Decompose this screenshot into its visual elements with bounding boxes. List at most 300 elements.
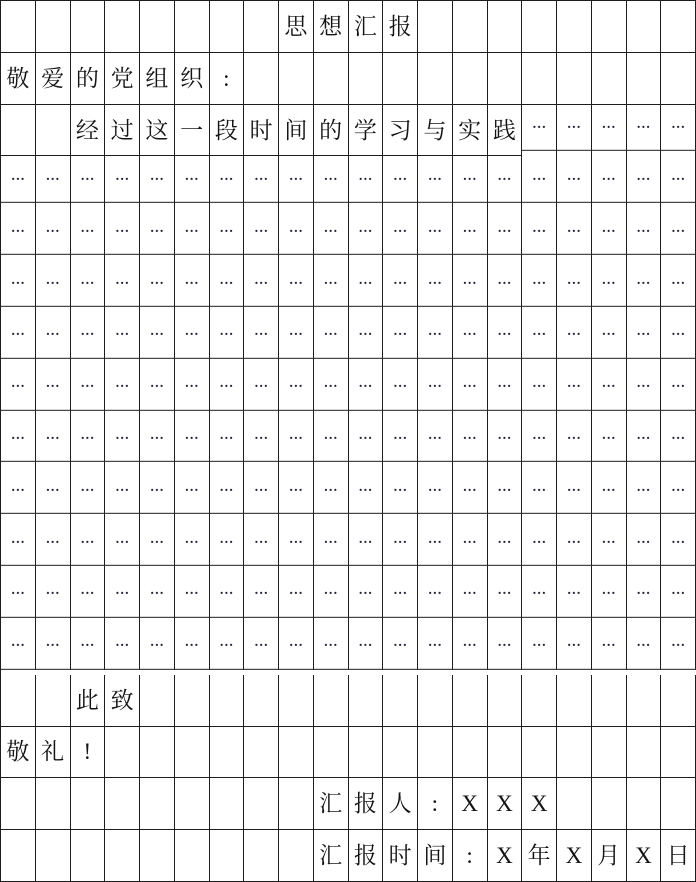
grid-cell: …	[314, 514, 349, 566]
grid-cell: 党	[105, 53, 140, 105]
grid-cell	[1, 830, 36, 882]
grid-cell	[627, 53, 662, 105]
grid-cell: …	[140, 566, 175, 618]
grid-cell	[557, 675, 592, 727]
grid-cell: 间	[279, 105, 314, 157]
grid-cell	[244, 727, 279, 779]
grid-cell: …	[488, 566, 523, 618]
grid-cell: …	[279, 203, 314, 255]
grid-cell: …	[105, 462, 140, 514]
grid-cell	[1, 778, 36, 830]
grid-cell: …	[453, 618, 488, 670]
grid-cell: …	[522, 514, 557, 566]
grid-cell: …	[627, 255, 662, 307]
grid-cell: 报	[383, 1, 418, 53]
grid-cell: …	[453, 151, 488, 203]
grid-cell: …	[522, 203, 557, 255]
grid-cell: …	[592, 359, 627, 411]
grid-cell: …	[627, 462, 662, 514]
grid-cell: …	[314, 255, 349, 307]
grid-cell: …	[453, 462, 488, 514]
grid-cell: …	[244, 410, 279, 462]
grid-cell	[557, 727, 592, 779]
grid-cell	[314, 53, 349, 105]
grid-cell: …	[279, 514, 314, 566]
grid-cell: 一	[175, 105, 210, 157]
grid-cell	[349, 53, 384, 105]
grid-cell: …	[1, 359, 36, 411]
grid-cell: …	[279, 410, 314, 462]
grid-cell	[383, 675, 418, 727]
grid-cell: …	[140, 514, 175, 566]
grid-cell: …	[71, 462, 106, 514]
grid-cell: …	[522, 566, 557, 618]
grid-cell: …	[453, 359, 488, 411]
grid-cell: …	[244, 566, 279, 618]
grid-cell: …	[279, 462, 314, 514]
grid-cell: …	[314, 410, 349, 462]
grid-cell: …	[71, 359, 106, 411]
grid-cell: …	[383, 514, 418, 566]
grid-cell	[1, 1, 36, 53]
grid-cell: 间	[418, 830, 453, 882]
grid-cell: …	[383, 151, 418, 203]
grid-cell: …	[105, 359, 140, 411]
grid-cell: …	[140, 203, 175, 255]
grid-cell	[36, 778, 71, 830]
grid-cell: 礼	[36, 727, 71, 779]
grid-cell: …	[244, 203, 279, 255]
grid-cell: …	[592, 99, 627, 151]
grid-cell: …	[349, 566, 384, 618]
grid-cell: …	[488, 514, 523, 566]
grid-cell: …	[71, 203, 106, 255]
grid-cell: …	[418, 151, 453, 203]
grid-cell: …	[418, 255, 453, 307]
grid-cell	[453, 675, 488, 727]
grid-cell: …	[210, 255, 245, 307]
grid-cell: …	[627, 307, 662, 359]
grid-cell: …	[418, 514, 453, 566]
grid-cell	[627, 727, 662, 779]
grid-cell: …	[71, 307, 106, 359]
grid-cell	[592, 53, 627, 105]
grid-cell	[522, 727, 557, 779]
grid-cell: 经	[71, 105, 106, 157]
grid-cell	[36, 1, 71, 53]
grid-cell: 时	[244, 105, 279, 157]
grid-cell	[175, 830, 210, 882]
grid-cell	[1, 675, 36, 727]
grid-cell	[314, 675, 349, 727]
grid-cell: …	[418, 307, 453, 359]
grid-cell	[175, 727, 210, 779]
grid-cell: 日	[661, 830, 696, 882]
grid-cell: …	[661, 462, 696, 514]
grid-cell: …	[349, 514, 384, 566]
grid-cell: …	[453, 410, 488, 462]
grid-cell: …	[210, 203, 245, 255]
grid-cell: …	[661, 359, 696, 411]
grid-cell: …	[627, 151, 662, 203]
grid-cell: 报	[349, 778, 384, 830]
grid-cell: …	[1, 151, 36, 203]
grid-cell: …	[175, 618, 210, 670]
grid-cell: 年	[522, 830, 557, 882]
grid-cell	[36, 675, 71, 727]
grid-cell	[71, 830, 106, 882]
grid-cell: …	[140, 151, 175, 203]
grid-cell: …	[488, 151, 523, 203]
grid-cell: …	[661, 203, 696, 255]
grid-cell: …	[105, 255, 140, 307]
grid-cell	[418, 53, 453, 105]
grid-cell: …	[488, 618, 523, 670]
grid-cell: …	[557, 514, 592, 566]
grid-cell: …	[557, 359, 592, 411]
grid-cell: …	[210, 462, 245, 514]
grid-cell: …	[557, 618, 592, 670]
grid-cell: 的	[71, 53, 106, 105]
grid-cell: …	[105, 307, 140, 359]
grid-cell	[105, 1, 140, 53]
grid-cell: …	[175, 203, 210, 255]
grid-cell	[210, 830, 245, 882]
grid-cell	[522, 53, 557, 105]
grid-cell: …	[627, 514, 662, 566]
grid-cell: …	[279, 255, 314, 307]
grid-cell	[418, 675, 453, 727]
grid-cell	[314, 727, 349, 779]
grid-cell: 习	[383, 105, 418, 157]
grid-cell: …	[592, 514, 627, 566]
grid-cell: …	[383, 255, 418, 307]
grid-cell: …	[418, 203, 453, 255]
grid-cell: …	[314, 307, 349, 359]
grid-cell: …	[1, 618, 36, 670]
grid-cell	[592, 1, 627, 53]
grid-cell: …	[592, 151, 627, 203]
grid-cell	[661, 53, 696, 105]
grid-cell: …	[210, 151, 245, 203]
grid-cell: 敬	[1, 53, 36, 105]
grid-cell: …	[1, 462, 36, 514]
grid-cell: 人	[383, 778, 418, 830]
grid-cell: …	[592, 618, 627, 670]
grid-cell: …	[175, 462, 210, 514]
grid-cell: …	[557, 410, 592, 462]
grid-cell: …	[71, 151, 106, 203]
grid-cell: …	[627, 359, 662, 411]
grid-cell	[140, 778, 175, 830]
grid-cell	[36, 105, 71, 157]
grid-cell: …	[244, 462, 279, 514]
grid-cell: …	[105, 514, 140, 566]
grid-cell: …	[661, 514, 696, 566]
grid-cell: 织	[175, 53, 210, 105]
grid-cell: …	[105, 566, 140, 618]
grid-cell: 与	[418, 105, 453, 157]
grid-cell: …	[36, 410, 71, 462]
grid-cell	[244, 778, 279, 830]
grid-cell: …	[661, 410, 696, 462]
grid-cell: …	[522, 462, 557, 514]
grid-cell: 组	[140, 53, 175, 105]
grid-cell	[418, 727, 453, 779]
grid-cell: …	[383, 203, 418, 255]
grid-cell	[175, 1, 210, 53]
grid-cell: …	[175, 359, 210, 411]
grid-cell: …	[557, 203, 592, 255]
grid-cell: …	[383, 618, 418, 670]
grid-cell: X	[488, 830, 523, 882]
grid-cell: …	[175, 566, 210, 618]
grid-cell: …	[244, 151, 279, 203]
grid-cell: …	[557, 99, 592, 151]
grid-cell: 想	[314, 1, 349, 53]
grid-cell: 思	[279, 1, 314, 53]
grid-cell: 段	[210, 105, 245, 157]
grid-cell	[557, 53, 592, 105]
grid-cell: …	[71, 410, 106, 462]
grid-cell: …	[140, 462, 175, 514]
grid-cell: …	[36, 359, 71, 411]
grid-cell	[557, 1, 592, 53]
grid-cell: …	[383, 462, 418, 514]
grid-cell	[175, 778, 210, 830]
grid-cell: …	[627, 618, 662, 670]
grid-cell: …	[71, 566, 106, 618]
grid-cell	[661, 727, 696, 779]
grid-cell	[140, 727, 175, 779]
grid-cell: X	[453, 778, 488, 830]
grid-cell: …	[453, 255, 488, 307]
grid-cell: …	[244, 359, 279, 411]
grid-cell: …	[453, 514, 488, 566]
grid-cell	[488, 675, 523, 727]
grid-cell: …	[522, 99, 557, 151]
grid-cell: …	[522, 410, 557, 462]
grid-cell: …	[71, 255, 106, 307]
grid-cell: 这	[140, 105, 175, 157]
grid-cell	[279, 53, 314, 105]
grid-cell: …	[36, 618, 71, 670]
grid-cell: …	[522, 307, 557, 359]
grid-cell	[279, 727, 314, 779]
grid-cell: X	[488, 778, 523, 830]
grid-cell: …	[418, 462, 453, 514]
grid-cell: …	[453, 307, 488, 359]
grid-cell: …	[522, 151, 557, 203]
grid-cell: …	[105, 410, 140, 462]
grid-cell: 敬	[1, 727, 36, 779]
grid-cell: …	[210, 359, 245, 411]
grid-cell: X	[627, 830, 662, 882]
grid-cell: 汇	[314, 830, 349, 882]
grid-cell: …	[314, 203, 349, 255]
grid-cell: …	[279, 618, 314, 670]
grid-cell	[244, 830, 279, 882]
grid-cell: …	[418, 410, 453, 462]
grid-cell	[244, 53, 279, 105]
grid-cell: …	[244, 255, 279, 307]
grid-cell	[453, 1, 488, 53]
grid-cell: …	[279, 307, 314, 359]
grid-cell	[557, 778, 592, 830]
grid-cell	[210, 675, 245, 727]
grid-cell: …	[488, 359, 523, 411]
grid-cell	[592, 675, 627, 727]
grid-cell	[140, 1, 175, 53]
grid-cell: …	[488, 410, 523, 462]
grid-cell: 过	[105, 105, 140, 157]
grid-cell: …	[140, 618, 175, 670]
grid-cell: …	[175, 151, 210, 203]
grid-cell	[244, 675, 279, 727]
grid-cell	[105, 727, 140, 779]
grid-cell: …	[627, 99, 662, 151]
grid-cell: …	[140, 255, 175, 307]
grid-cell	[418, 1, 453, 53]
grid-cell: …	[557, 255, 592, 307]
grid-cell	[349, 727, 384, 779]
grid-cell: …	[36, 566, 71, 618]
grid-cell: …	[1, 514, 36, 566]
grid-cell: …	[175, 307, 210, 359]
grid-cell: …	[349, 151, 384, 203]
grid-cell: !	[71, 727, 106, 779]
grid-cell	[661, 675, 696, 727]
grid-cell: 此	[71, 675, 106, 727]
grid-cell: …	[1, 307, 36, 359]
grid-cell: …	[244, 307, 279, 359]
grid-cell: …	[349, 255, 384, 307]
grid-cell: …	[592, 410, 627, 462]
grid-cell: X	[557, 830, 592, 882]
grid-cell: …	[383, 566, 418, 618]
grid-cell: …	[210, 410, 245, 462]
grid-cell: …	[210, 514, 245, 566]
grid-cell: …	[210, 566, 245, 618]
grid-cell: …	[175, 255, 210, 307]
grid-cell	[627, 778, 662, 830]
grid-cell: …	[105, 151, 140, 203]
grid-cell: …	[349, 203, 384, 255]
grid-cell: 实	[453, 105, 488, 157]
grid-cell: …	[592, 203, 627, 255]
grid-cell	[627, 675, 662, 727]
grid-cell: 时	[383, 830, 418, 882]
grid-cell	[279, 830, 314, 882]
grid-cell: …	[627, 566, 662, 618]
grid-cell	[627, 1, 662, 53]
grid-cell: …	[453, 566, 488, 618]
grid-cell	[453, 53, 488, 105]
grid-cell	[592, 778, 627, 830]
grid-cell: …	[314, 566, 349, 618]
grid-cell: …	[210, 307, 245, 359]
grid-cell	[383, 53, 418, 105]
grid-cell: …	[661, 255, 696, 307]
grid-cell: X	[522, 778, 557, 830]
grid-cell: 致	[105, 675, 140, 727]
grid-cell	[140, 675, 175, 727]
grid-cell: …	[488, 307, 523, 359]
grid-cell: 爱	[36, 53, 71, 105]
grid-cell: …	[592, 462, 627, 514]
grid-cell: …	[1, 255, 36, 307]
grid-cell: …	[314, 359, 349, 411]
grid-cell: …	[314, 618, 349, 670]
grid-cell: …	[1, 566, 36, 618]
grid-cell	[349, 675, 384, 727]
grid-cell: …	[1, 203, 36, 255]
grid-cell: …	[36, 307, 71, 359]
grid-cell: …	[383, 359, 418, 411]
grid-cell	[522, 1, 557, 53]
grid-cell: …	[175, 410, 210, 462]
grid-cell: …	[279, 151, 314, 203]
grid-cell: …	[557, 566, 592, 618]
grid-cell	[279, 778, 314, 830]
grid-cell: 汇	[314, 778, 349, 830]
grid-cell	[140, 830, 175, 882]
grid-cell: …	[592, 566, 627, 618]
grid-cell: …	[661, 99, 696, 151]
grid-cell: …	[140, 359, 175, 411]
grid-cell: …	[383, 410, 418, 462]
grid-cell: …	[244, 618, 279, 670]
grid-cell: …	[522, 618, 557, 670]
grid-cell: …	[140, 410, 175, 462]
grid-cell: …	[105, 618, 140, 670]
grid-cell: …	[36, 255, 71, 307]
grid-cell	[71, 778, 106, 830]
grid-cell: …	[36, 203, 71, 255]
grid-cell: …	[210, 618, 245, 670]
grid-cell: …	[453, 203, 488, 255]
grid-cell: …	[36, 151, 71, 203]
grid-cell: …	[661, 151, 696, 203]
grid-cell	[279, 675, 314, 727]
grid-cell	[522, 675, 557, 727]
grid-cell: …	[661, 566, 696, 618]
grid-cell: …	[383, 307, 418, 359]
grid-cell: …	[71, 618, 106, 670]
grid-cell: …	[244, 514, 279, 566]
grid-cell: …	[627, 410, 662, 462]
grid-cell	[210, 1, 245, 53]
grid-cell: …	[488, 462, 523, 514]
grid-cell: …	[418, 359, 453, 411]
grid-cell: …	[522, 359, 557, 411]
grid-cell	[71, 1, 106, 53]
grid-cell: …	[557, 151, 592, 203]
grid-cell: …	[279, 566, 314, 618]
grid-cell	[1, 105, 36, 157]
grid-cell: …	[557, 462, 592, 514]
grid-cell: 的	[314, 105, 349, 157]
grid-cell: …	[349, 462, 384, 514]
grid-cell: …	[1, 410, 36, 462]
grid-cell: …	[557, 307, 592, 359]
grid-cell	[244, 1, 279, 53]
grid-cell: …	[627, 203, 662, 255]
grid-cell: …	[36, 462, 71, 514]
grid-cell: …	[418, 566, 453, 618]
grid-cell: …	[488, 203, 523, 255]
grid-cell: …	[175, 514, 210, 566]
